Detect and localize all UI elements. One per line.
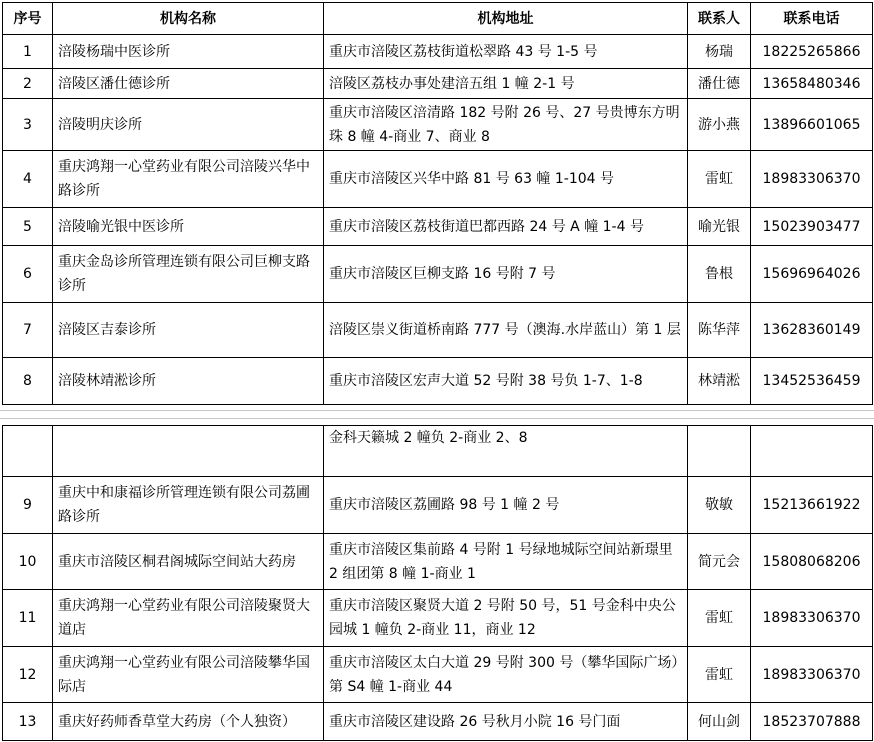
cell-address: 重庆市涪陵区宏声大道 52 号附 38 号负 1-7、1-8 xyxy=(324,358,688,405)
header-name: 机构名称 xyxy=(53,3,324,35)
cell-address: 涪陵区崇义街道桥南路 777 号（澳海.水岸蓝山）第 1 层 xyxy=(324,303,688,358)
cell-seq: 12 xyxy=(3,647,53,703)
cell-phone: 15696964026 xyxy=(751,246,873,303)
header-seq: 序号 xyxy=(3,3,53,35)
cell-phone: 18225265866 xyxy=(751,35,873,69)
cell-seq: 5 xyxy=(3,208,53,246)
page-break-line xyxy=(0,410,874,411)
cell-phone: 18983306370 xyxy=(751,151,873,208)
cell-address: 重庆市涪陵区荔枝街道松翠路 43 号 1-5 号 xyxy=(324,35,688,69)
cell-phone: 13628360149 xyxy=(751,303,873,358)
cell-address: 重庆市涪陵区聚贤大道 2 号附 50 号，51 号金科中央公园城 1 幢负 2-商业 11，商业 12 xyxy=(324,590,688,647)
header-phone: 联系电话 xyxy=(751,3,873,35)
continuation-row xyxy=(3,426,873,477)
cell-seq: 10 xyxy=(3,534,53,590)
cell-name: 重庆中和康福诊所管理连锁有限公司荔圃路诊所 xyxy=(53,477,324,534)
cell-name: 涪陵区潘仕德诊所 xyxy=(53,69,324,99)
cell-contact: 陈华萍 xyxy=(688,303,751,358)
cell-name: 涪陵杨瑞中医诊所 xyxy=(53,35,324,69)
cell-address: 重庆市涪陵区太白大道 29 号附 300 号（攀华国际广场）第 S4 幢 1-商业 44 xyxy=(324,647,688,703)
cell-name: 涪陵喻光银中医诊所 xyxy=(53,208,324,246)
cell-phone: 18523707888 xyxy=(751,703,873,741)
cell-phone: 13452536459 xyxy=(751,358,873,405)
table-row xyxy=(3,477,873,534)
table-row xyxy=(3,246,873,303)
cell-contact: 杨瑞 xyxy=(688,35,751,69)
table-row xyxy=(3,99,873,151)
cell-contact: 敬敏 xyxy=(688,477,751,534)
cell-address: 重庆市涪陵区荔枝街道巴都西路 24 号 A 幢 1-4 号 xyxy=(324,208,688,246)
cell-contact: 雷虹 xyxy=(688,590,751,647)
cell-phone-empty xyxy=(751,426,873,477)
cell-address: 重庆市涪陵区兴华中路 81 号 63 幢 1-104 号 xyxy=(324,151,688,208)
table-row xyxy=(3,151,873,208)
cell-seq-empty xyxy=(3,426,53,477)
cell-name: 重庆好药师香草堂大药房（个人独资） xyxy=(53,703,324,741)
cell-seq: 4 xyxy=(3,151,53,208)
cell-name: 涪陵林靖淞诊所 xyxy=(53,358,324,405)
cell-address: 重庆市涪陵区集前路 4 号附 1 号绿地城际空间站新璟里 2 组团第 8 幢 1-商业 1 xyxy=(324,534,688,590)
cell-phone: 13896601065 xyxy=(751,99,873,151)
cell-name: 重庆鸿翔一心堂药业有限公司涪陵兴华中路诊所 xyxy=(53,151,324,208)
header-contact: 联系人 xyxy=(688,3,751,35)
table-row xyxy=(3,69,873,99)
table-row xyxy=(3,703,873,741)
cell-phone: 15808068206 xyxy=(751,534,873,590)
cell-name: 涪陵区吉泰诊所 xyxy=(53,303,324,358)
cell-seq: 1 xyxy=(3,35,53,69)
cell-phone: 13658480346 xyxy=(751,69,873,99)
cell-name: 重庆市涪陵区桐君阁城际空间站大药房 xyxy=(53,534,324,590)
cell-phone: 15023903477 xyxy=(751,208,873,246)
cell-address: 重庆市涪陵区巨柳支路 16 号附 7 号 xyxy=(324,246,688,303)
table-row xyxy=(3,647,873,703)
cell-seq: 11 xyxy=(3,590,53,647)
cell-contact: 鲁根 xyxy=(688,246,751,303)
cell-seq: 2 xyxy=(3,69,53,99)
cell-address: 涪陵区荔枝办事处建涪五组 1 幢 2-1 号 xyxy=(324,69,688,99)
table-row xyxy=(3,590,873,647)
cell-contact-empty xyxy=(688,426,751,477)
cell-contact: 喻光银 xyxy=(688,208,751,246)
table-row xyxy=(3,534,873,590)
cell-phone: 15213661922 xyxy=(751,477,873,534)
cell-seq: 8 xyxy=(3,358,53,405)
cell-address: 重庆市涪陵区涪清路 182 号附 26 号、27 号贵博东方明珠 8 幢 4-商业 7、商业 8 xyxy=(324,99,688,151)
page-break-line xyxy=(0,418,874,419)
cell-contact: 何山剑 xyxy=(688,703,751,741)
cell-name: 重庆金岛诊所管理连锁有限公司巨柳支路诊所 xyxy=(53,246,324,303)
table-row xyxy=(3,208,873,246)
cell-seq: 9 xyxy=(3,477,53,534)
cell-name: 涪陵明庆诊所 xyxy=(53,99,324,151)
cell-seq: 7 xyxy=(3,303,53,358)
cell-contact: 简元会 xyxy=(688,534,751,590)
header-row xyxy=(3,3,873,35)
cell-contact: 游小燕 xyxy=(688,99,751,151)
cell-seq: 6 xyxy=(3,246,53,303)
cell-seq: 3 xyxy=(3,99,53,151)
table-row xyxy=(3,358,873,405)
cell-contact: 雷虹 xyxy=(688,647,751,703)
cell-name: 重庆鸿翔一心堂药业有限公司涪陵聚贤大道店 xyxy=(53,590,324,647)
cell-name: 重庆鸿翔一心堂药业有限公司涪陵攀华国际店 xyxy=(53,647,324,703)
table-row xyxy=(3,303,873,358)
cell-phone: 18983306370 xyxy=(751,590,873,647)
cell-name-empty xyxy=(53,426,324,477)
institution-table-part2 xyxy=(2,425,873,741)
cell-address: 重庆市涪陵区荔圃路 98 号 1 幢 2 号 xyxy=(324,477,688,534)
cell-address-continued: 金科天籁城 2 幢负 2-商业 2、8 xyxy=(324,426,688,477)
institution-table-part1 xyxy=(2,2,873,405)
table-row xyxy=(3,35,873,69)
cell-phone: 18983306370 xyxy=(751,647,873,703)
cell-contact: 林靖淞 xyxy=(688,358,751,405)
header-address: 机构地址 xyxy=(324,3,688,35)
cell-address: 重庆市涪陵区建设路 26 号秋月小院 16 号门面 xyxy=(324,703,688,741)
cell-contact: 潘仕德 xyxy=(688,69,751,99)
cell-seq: 13 xyxy=(3,703,53,741)
cell-contact: 雷虹 xyxy=(688,151,751,208)
